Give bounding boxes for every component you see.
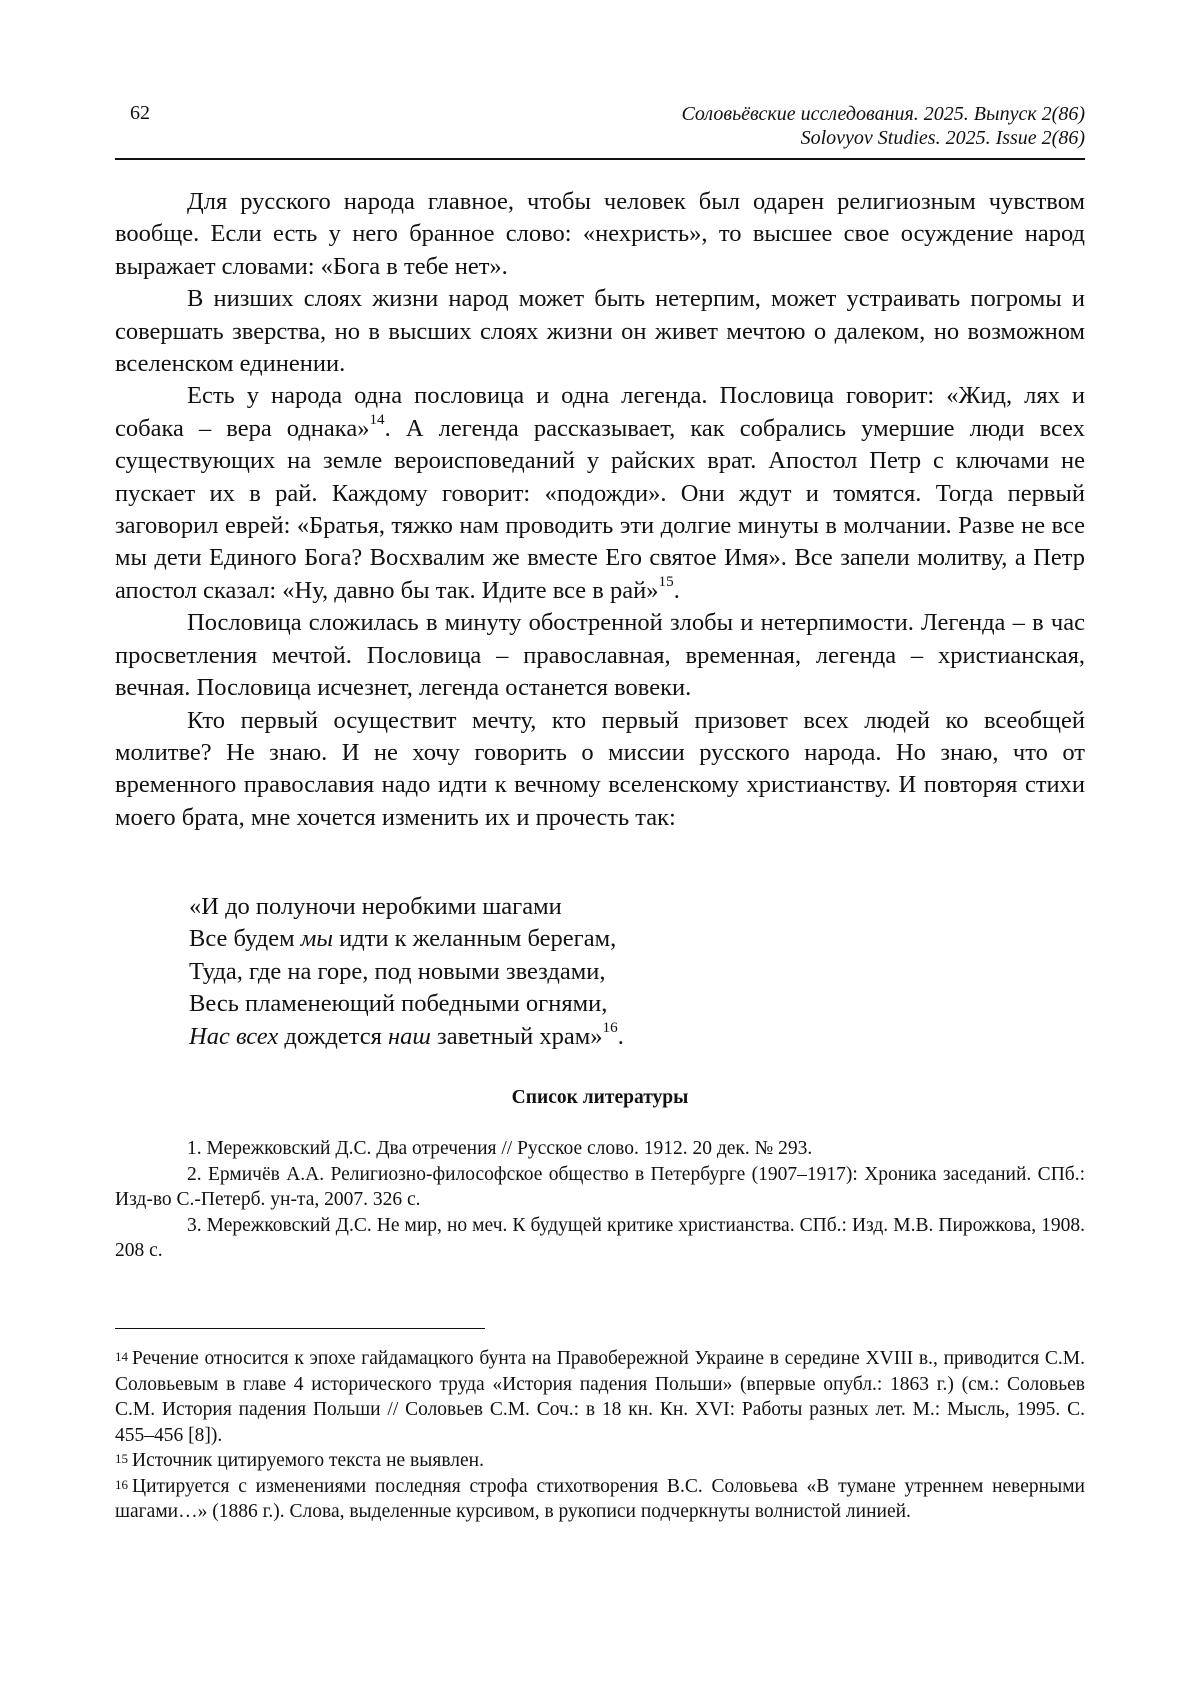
footnote-16 (115, 1474, 1085, 1525)
poem-line-2-part-1: Все будем (189, 925, 301, 953)
paragraph-1: Для русского народа главное, чтобы человек был одарен религиозным чувством вообще. Если есть у него бранное слово: «нехристь», то высшее свое осуждение народ выражает словами: «Бога в тебе нет». (115, 188, 1085, 280)
reference-item-2: 2. Ермичёв А.А. Религиозно-философское общество в Петербурге (1907–1917): Хроника заседаний. СПб.: Изд-во С.-Петерб. ун-та, 2007. 326 с. (115, 1163, 1085, 1210)
poem-line-5 (189, 1021, 1069, 1053)
poem-line-5-part-2: заветный храм» (430, 1022, 603, 1050)
paragraph-5: Кто первый осуществит мечту, кто первый призовет всех людей ко всеобщей молитве? Не знаю. И не хочу говорить о миссии русского народа. Но знаю, что от временного православия надо идти к вечному вселенскому христианству. И повторяя стихи моего брата, мне хочется изменить их и прочесть так: (115, 706, 1085, 831)
poem-line-2-italic: мы (300, 925, 333, 953)
paragraph-3-part-3: . (673, 576, 680, 604)
journal-title-en: Solovyov Studies. 2025. Issue 2(86) (800, 127, 1085, 149)
footnote-number: 16 (115, 1476, 128, 1492)
reference-item-3: 3. Мережковский Д.С. Не мир, но меч. К будущей критике христианства. СПб.: Изд. М.В. Пирожкова, 1908. 208 с. (115, 1214, 1085, 1261)
poem-line-2 (189, 923, 1069, 955)
footnote-15 (115, 1448, 1085, 1474)
poem-stanza (189, 891, 1069, 1053)
journal-title (681, 102, 1085, 150)
footnote-text: Речение относится к эпохе гайдамацкого бунта на Правобережной Украине в середине XVIII в., приводится С.М. Соловьевым в главе 4 исторического труда «История падения Польши» (впервые опубл.: 1863 г.) (см.: Соловьев С.М. История падения Польши // Соловьев С.М. Соч.: в 18 кн. Кн. XVI: Работы разных лет. М.: Мысль, 1995. С. 455–456 [8]). (115, 1348, 1085, 1446)
footnote-number: 15 (115, 1451, 128, 1466)
paragraph-2: В низших слоях жизни народ может быть нетерпим, может устраивать погромы и совершать зверства, но в высших слоях жизни он живет мечтою о далеком, но возможном вселенском единении. (115, 285, 1085, 378)
paragraph-4: Пословица сложилась в минуту обостренной злобы и нетерпимости. Легенда – в час просветления мечтой. Пословица – православная, временная, легенда – христианская, вечная. Пословица исчезнет, легенда останется вовеки. (115, 609, 1085, 702)
poem-line-5-italic-1: Нас всех (189, 1022, 279, 1050)
journal-title-ru: Соловьёвские исследования. 2025. Выпуск 2(86) (681, 103, 1085, 125)
running-header (115, 100, 1085, 160)
footnote-divider (115, 1328, 485, 1329)
poem-line-5-part-1: дождется (278, 1022, 389, 1050)
page-number: 62 (130, 102, 150, 124)
footnote-ref-16[interactable]: 16 (602, 1019, 618, 1037)
main-text (115, 186, 1085, 834)
footnote-ref-14[interactable]: 14 (369, 411, 385, 429)
footnote-14 (115, 1346, 1085, 1448)
footnote-number: 14 (115, 1349, 128, 1364)
footnote-text: Источник цитируемого текста не выявлен. (132, 1450, 484, 1471)
poem-line-5-italic-2: наш (388, 1022, 431, 1050)
poem-line-3: Туда, где на горе, под новыми звездами, (189, 957, 606, 985)
poem-line-1: «И до полуночи неробкими шагами (189, 893, 562, 920)
references-title: Список литературы (511, 1087, 689, 1108)
poem-line-4: Весь пламенеющий победными огнями, (189, 990, 608, 1018)
reference-item-1: 1. Мережковский Д.С. Два отречения // Русское слово. 1912. 20 дек. № 293. (187, 1138, 813, 1159)
footnote-text: Цитируется с изменениями последняя строфа стихотворения В.С. Соловьева «В тумане утреннем неверными шагами…» (1886 г.). Слова, выделенные курсивом, в рукописи подчеркнуты волнистой линией. (115, 1475, 1085, 1522)
footnote-ref-15[interactable]: 15 (658, 573, 674, 591)
poem-line-2-part-2: идти к желанным берегам, (332, 925, 617, 953)
paragraph-3-part-2: . А легенда рассказывает, как собрались умершие люди всех существующих на земле вероисповеданий у райских врат. Апостол Петр с ключами не пускает их в рай. Каждому говорит: «подожди». Они ждут и томятся. Тогда первый заговорил еврей: «Братья, тяжко нам проводить эти долгие минуты в молчании. Разве не все мы дети Единого Бога? Восхвалим же вместе Его святое Имя». Все запели молитву, а Петр апостол сказал: «Ну, давно бы так. Идите все в рай» (115, 414, 1085, 604)
paragraph-3 (115, 380, 1085, 607)
poem-line-5-part-3: . (617, 1022, 624, 1050)
paragraph-3-part-1: Есть у народа одна пословица и одна легенда. Пословица говорит: «Жид, лях и собака – вера однака» (115, 382, 1085, 442)
reference-list (115, 1136, 1085, 1264)
footnotes (115, 1346, 1085, 1525)
